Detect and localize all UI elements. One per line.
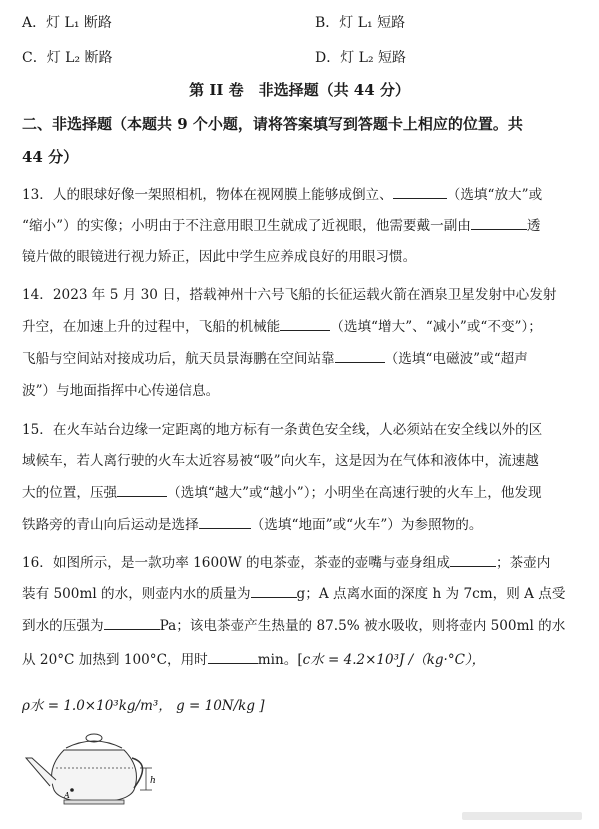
q15-text: （选填“地面”或“火车”）为参照物的。 bbox=[250, 517, 483, 533]
option-d: D．灯 L₂ 短路 bbox=[315, 50, 407, 66]
q13-text: “缩小”）的实像；小明由于不注意用眼卫生就成了近视眼，他需要戴一副由 bbox=[22, 218, 471, 234]
q14-text: （选填“电磁波”或“超声 bbox=[384, 351, 528, 367]
q14-blank-2[interactable] bbox=[335, 350, 385, 363]
q13-text: 13．人的眼球好像一架照相机，物体在视网膜上能够成倒立、 bbox=[22, 187, 393, 203]
option-b: B．灯 L₁ 短路 bbox=[315, 15, 406, 31]
q15-blank-1[interactable] bbox=[117, 484, 167, 497]
label-a: A bbox=[64, 791, 70, 800]
option-a: A．灯 L₁ 断路 bbox=[22, 15, 112, 31]
q13-line3: 镜片做的眼镜进行视力矫正，因此中学生应养成良好的用眼习惯。 bbox=[22, 249, 417, 265]
q15-text: 铁路旁的青山向后运动是选择 bbox=[22, 517, 199, 533]
q16-line2 bbox=[22, 582, 565, 602]
teapot-figure bbox=[20, 728, 170, 808]
q16-line4 bbox=[22, 648, 485, 668]
q14-text: 飞船与空间站对接成功后，航天员景海鹏在空间站靠 bbox=[22, 351, 335, 367]
q16-text: Pa；该电茶壶产生热量的 87.5% 被水吸收，则将壶内 500ml 的水 bbox=[159, 618, 566, 634]
option-c: C．灯 L₂ 断路 bbox=[22, 50, 113, 66]
q14-line4: 波”）与地面指挥中心传递信息。 bbox=[22, 383, 220, 399]
q16-text: min。[ bbox=[257, 652, 303, 668]
q14-line3 bbox=[22, 347, 528, 367]
q14-line2 bbox=[22, 315, 542, 335]
q14-text: （选填“增大”、“减小”或“不变”）； bbox=[330, 319, 542, 335]
q16-text: 从 20°C 加热到 100°C，用时 bbox=[22, 652, 208, 668]
label-h: h bbox=[150, 776, 156, 786]
q16-text: 16．如图所示，是一款功率 1600W 的电茶壶，茶壶的壶嘴与壶身组成 bbox=[22, 555, 450, 571]
q16-blank-2[interactable] bbox=[251, 585, 297, 598]
point-a-marker bbox=[70, 788, 74, 792]
q16-specific-heat: c水 = 4.2×10³J /（kg·°C）， bbox=[302, 652, 486, 668]
q13-text: （选填“放大”或 bbox=[446, 187, 543, 203]
q16-text: 到水的压强为 bbox=[22, 618, 104, 634]
q16-text: 装有 500ml 的水，则壶内水的质量为 bbox=[22, 586, 251, 602]
q15-line4 bbox=[22, 513, 482, 533]
q14-line1: 14．2023 年 5 月 30 日，搭载神州十六号飞船的长征运载火箭在酒泉卫星发射中心发射 bbox=[22, 287, 557, 303]
q15-line2: 域候车，若人离行驶的火车太近容易被“吸”向火车，这是因为在气体和液体中，流速越 bbox=[22, 453, 539, 469]
q14-blank-1[interactable] bbox=[280, 318, 330, 331]
q13-blank-2[interactable] bbox=[471, 217, 527, 230]
q16-constants: ρ水 = 1.0×10³kg/m³， g = 10N/kg ] bbox=[22, 698, 265, 714]
q13-line2 bbox=[22, 214, 541, 234]
q15-text: 大的位置，压强 bbox=[22, 485, 118, 501]
teapot-base bbox=[64, 800, 124, 804]
q15-text: （选填“越大”或“越小”）；小明坐在高速行驶的火车上，他发现 bbox=[167, 485, 542, 501]
q13-text: 透 bbox=[526, 218, 541, 234]
q15-line1: 15．在火车站台边缘一定距离的地方标有一条黄色安全线，人必须站在安全线以外的区 bbox=[22, 422, 543, 438]
scan-smudge bbox=[462, 812, 582, 820]
q15-line3 bbox=[22, 481, 542, 501]
q13-line1 bbox=[22, 183, 542, 203]
q16-text: g；A 点离水面的深度 h 为 7cm，则 A 点受 bbox=[296, 586, 566, 602]
q16-blank-1[interactable] bbox=[450, 554, 496, 567]
q14-text: 升空，在加速上升的过程中，飞船的机械能 bbox=[22, 319, 281, 335]
q16-text: ；茶壶内 bbox=[495, 555, 551, 571]
q13-blank-1[interactable] bbox=[393, 186, 447, 199]
section-heading-line2: 44 分） bbox=[22, 148, 79, 166]
q16-line3 bbox=[22, 614, 565, 634]
q15-blank-2[interactable] bbox=[199, 516, 251, 529]
q16-line1 bbox=[22, 551, 550, 571]
section-title: 第 II 卷 非选择题（共 44 分） bbox=[189, 81, 410, 99]
q16-blank-3[interactable] bbox=[104, 617, 160, 630]
q16-blank-4[interactable] bbox=[208, 651, 258, 664]
section-heading-line1: 二、非选择题（本题共 9 个小题，请将答案填写到答题卡上相应的位置。共 bbox=[22, 115, 523, 133]
